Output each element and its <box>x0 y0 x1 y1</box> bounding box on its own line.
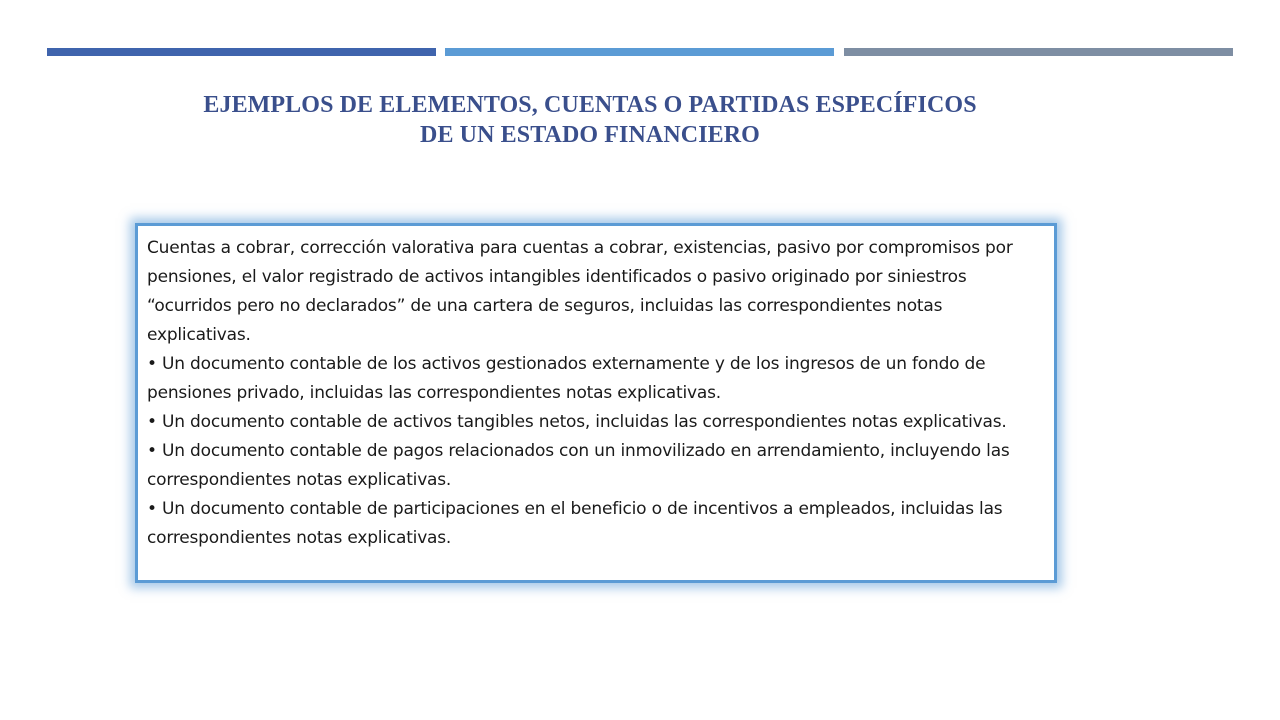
body-bullet-lease-payments: • Un documento contable de pagos relacionados con un inmovilizado en arrendamiento, incluyendo las correspondientes notas explicativas. <box>147 441 1010 490</box>
accent-bar-light-blue <box>445 48 834 56</box>
accent-bar-gray <box>844 48 1233 56</box>
slide-title-line-2: DE UN ESTADO FINANCIERO <box>420 122 760 148</box>
body-bullet-tangible-assets: • Un documento contable de activos tangibles netos, incluidas las correspondientes notas explicativas. <box>147 412 1007 432</box>
body-bullet-pension-fund: • Un documento contable de los activos gestionados externamente y de los ingresos de un fondo de pensiones privado, incluidas las correspondientes notas explicativas. <box>147 354 986 403</box>
body-paragraph-intro: Cuentas a cobrar, corrección valorativa para cuentas a cobrar, existencias, pasivo por compromisos por pensiones, el valor registrado de activos intangibles identificados o pasivo originado por siniestros “ocurridos pero no declarados” de una cartera de seguros, incluidas las correspondientes notas explicativas. <box>147 238 1013 345</box>
body-bullet-employee-incentives: • Un documento contable de participaciones en el beneficio o de incentivos a empleados, incluidas las correspondientes notas explicativas. <box>147 499 1003 548</box>
accent-bar-dark-blue <box>47 48 436 56</box>
content-box <box>135 223 1057 583</box>
slide-title-line-1: EJEMPLOS DE ELEMENTOS, CUENTAS O PARTIDAS ESPECÍFICOS <box>203 92 977 118</box>
slide-title <box>100 90 1080 150</box>
